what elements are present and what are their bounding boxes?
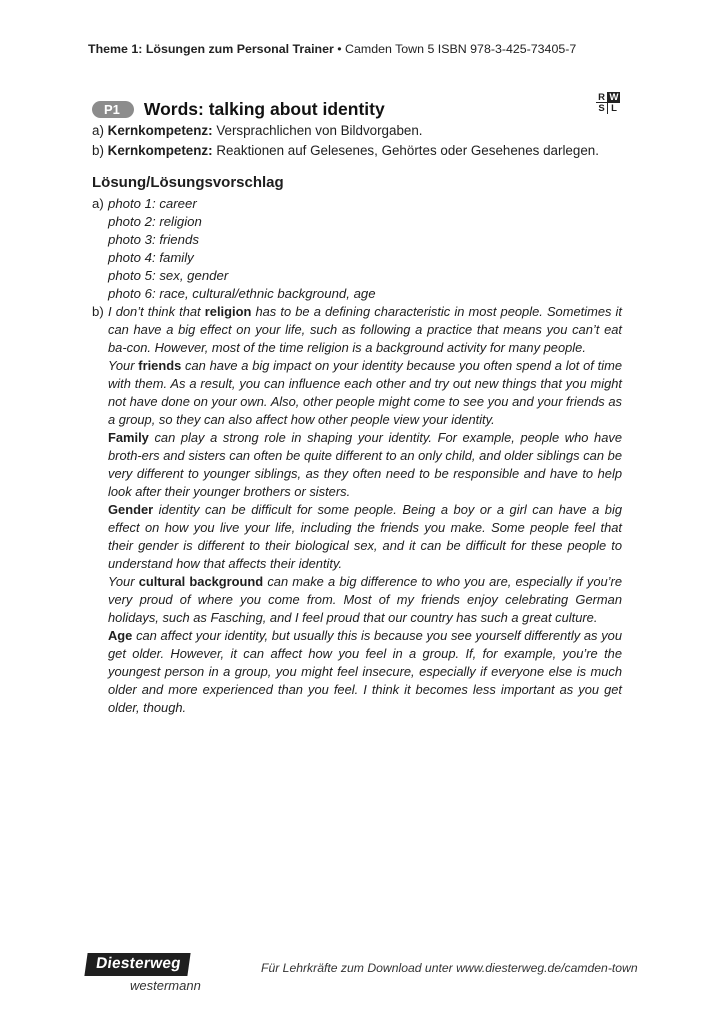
photo-item: photo 4: family <box>108 250 194 265</box>
answer-b <box>92 303 622 717</box>
skill-s: S <box>596 103 608 114</box>
paragraph-cultural-background <box>108 573 622 627</box>
paragraph-age <box>108 627 622 717</box>
photo-item: photo 1: career <box>108 196 197 211</box>
kernkompetenz-a <box>92 121 622 141</box>
exercise-title: Words: talking about identity <box>143 99 385 119</box>
keyword-family: Family <box>108 430 149 445</box>
download-note: Für Lehrkräfte zum Download unter www.diesterweg.de/camden-town <box>261 961 638 975</box>
header-book: Camden Town 5 ISBN 978-3-425-73405-7 <box>345 42 577 56</box>
skill-r: R <box>596 92 608 103</box>
answer-a-marker: a) <box>92 196 104 211</box>
answer-a <box>92 195 622 303</box>
header-theme: Theme 1: Lösungen zum Personal Trainer <box>88 42 334 56</box>
photo-item: photo 2: religion <box>108 214 202 229</box>
keyword-religion: religion <box>204 304 252 319</box>
kernkompetenz-a-label: Kernkompetenz: <box>107 123 213 138</box>
keyword-cultural-background: cultural background <box>138 574 264 589</box>
kernkompetenz-b-marker: b) <box>92 142 104 158</box>
keyword-age: Age <box>108 628 133 643</box>
page-header <box>88 42 576 56</box>
paragraph-friends <box>108 357 622 429</box>
kernkompetenz-a-marker: a) <box>92 123 104 138</box>
logo-main: Diesterweg <box>84 953 190 976</box>
paragraph-text: identity can be difficult for some people. Being a boy or a girl can have a big effect on how you live your life, including the friends you make. Some people feel that their gender is different to their biological sex, and it can be difficult for these people to understand how that affects their identity. <box>108 502 622 571</box>
kernkompetenz-b <box>92 141 622 161</box>
paragraph-text: Your <box>108 574 139 589</box>
header-separator: • <box>333 42 346 56</box>
paragraph-text: has to be a defining characteristic in most people. Sometimes it can have a big effect on your life, such as following a practice that means you can’t eat ba-con. However, most of the time religion is a background activity for many people. <box>108 304 622 355</box>
paragraph-text: Your <box>108 358 139 373</box>
photo-item: photo 6: race, cultural/ethnic background, age <box>108 286 376 301</box>
keyword-gender: Gender <box>108 502 154 517</box>
exercise-title-row <box>92 99 385 120</box>
publisher-logo <box>86 953 201 993</box>
skill-w: W <box>609 92 619 103</box>
keyword-friends: friends <box>138 358 182 373</box>
paragraph-religion <box>108 303 622 357</box>
photo-item: photo 3: friends <box>108 232 199 247</box>
paragraph-text: I don’t think that <box>108 304 205 319</box>
paragraph-text: can affect your identity, but usually this is because you see yourself differently as you get older. However, it can affect how you feel in a group. If, for example, you’re the youngest person in a group, you might feel insecure, especially if everyone else is much older and more experienced than you feel. I think it becomes less important as you get older, though. <box>108 628 622 715</box>
paragraph-text: can make a big difference to who you are, especially if you’re very proud of where you come from. Most of my friends enjoy celebrating German holidays, such as Fasching, and I feel proud that our country has such a great culture. <box>108 574 622 625</box>
photo-list <box>108 195 622 303</box>
photo-item: photo 5: sex, gender <box>108 268 229 283</box>
kernkompetenz-a-text: Versprachlichen von Bildvorgaben. <box>216 123 423 138</box>
answer-b-marker: b) <box>92 304 104 319</box>
exercise-badge: P1 <box>92 101 134 118</box>
paragraph-text: can have a big impact on your identity because you often spend a lot of time with them. As a result, you can influence each other and try out new things that you might not have done on your own. Also, other people might come to see you and your friends as a group, so they can also affect how other people view your identity. <box>108 358 622 427</box>
solution-heading: Lösung/Lösungsvorschlag <box>92 174 284 191</box>
paragraph-text: can play a strong role in shaping your identity. For example, people who have broth-ers and sisters can often be quite different to an only child, and older siblings can be very different to younger siblings, as they often need to be responsible and have to help look after their younger brothers or sisters. <box>108 430 622 499</box>
skills-box <box>596 92 620 114</box>
logo-sub: westermann <box>130 978 201 993</box>
skill-l: L <box>611 103 617 114</box>
page-content <box>92 121 622 717</box>
paragraph-family <box>108 429 622 501</box>
kernkompetenz-b-label: Kernkompetenz: <box>107 142 213 158</box>
paragraph-gender <box>108 501 622 573</box>
kernkompetenz-b-text: Reaktionen auf Gelesenes, Gehörtes oder Gesehenes darlegen. <box>216 142 599 158</box>
